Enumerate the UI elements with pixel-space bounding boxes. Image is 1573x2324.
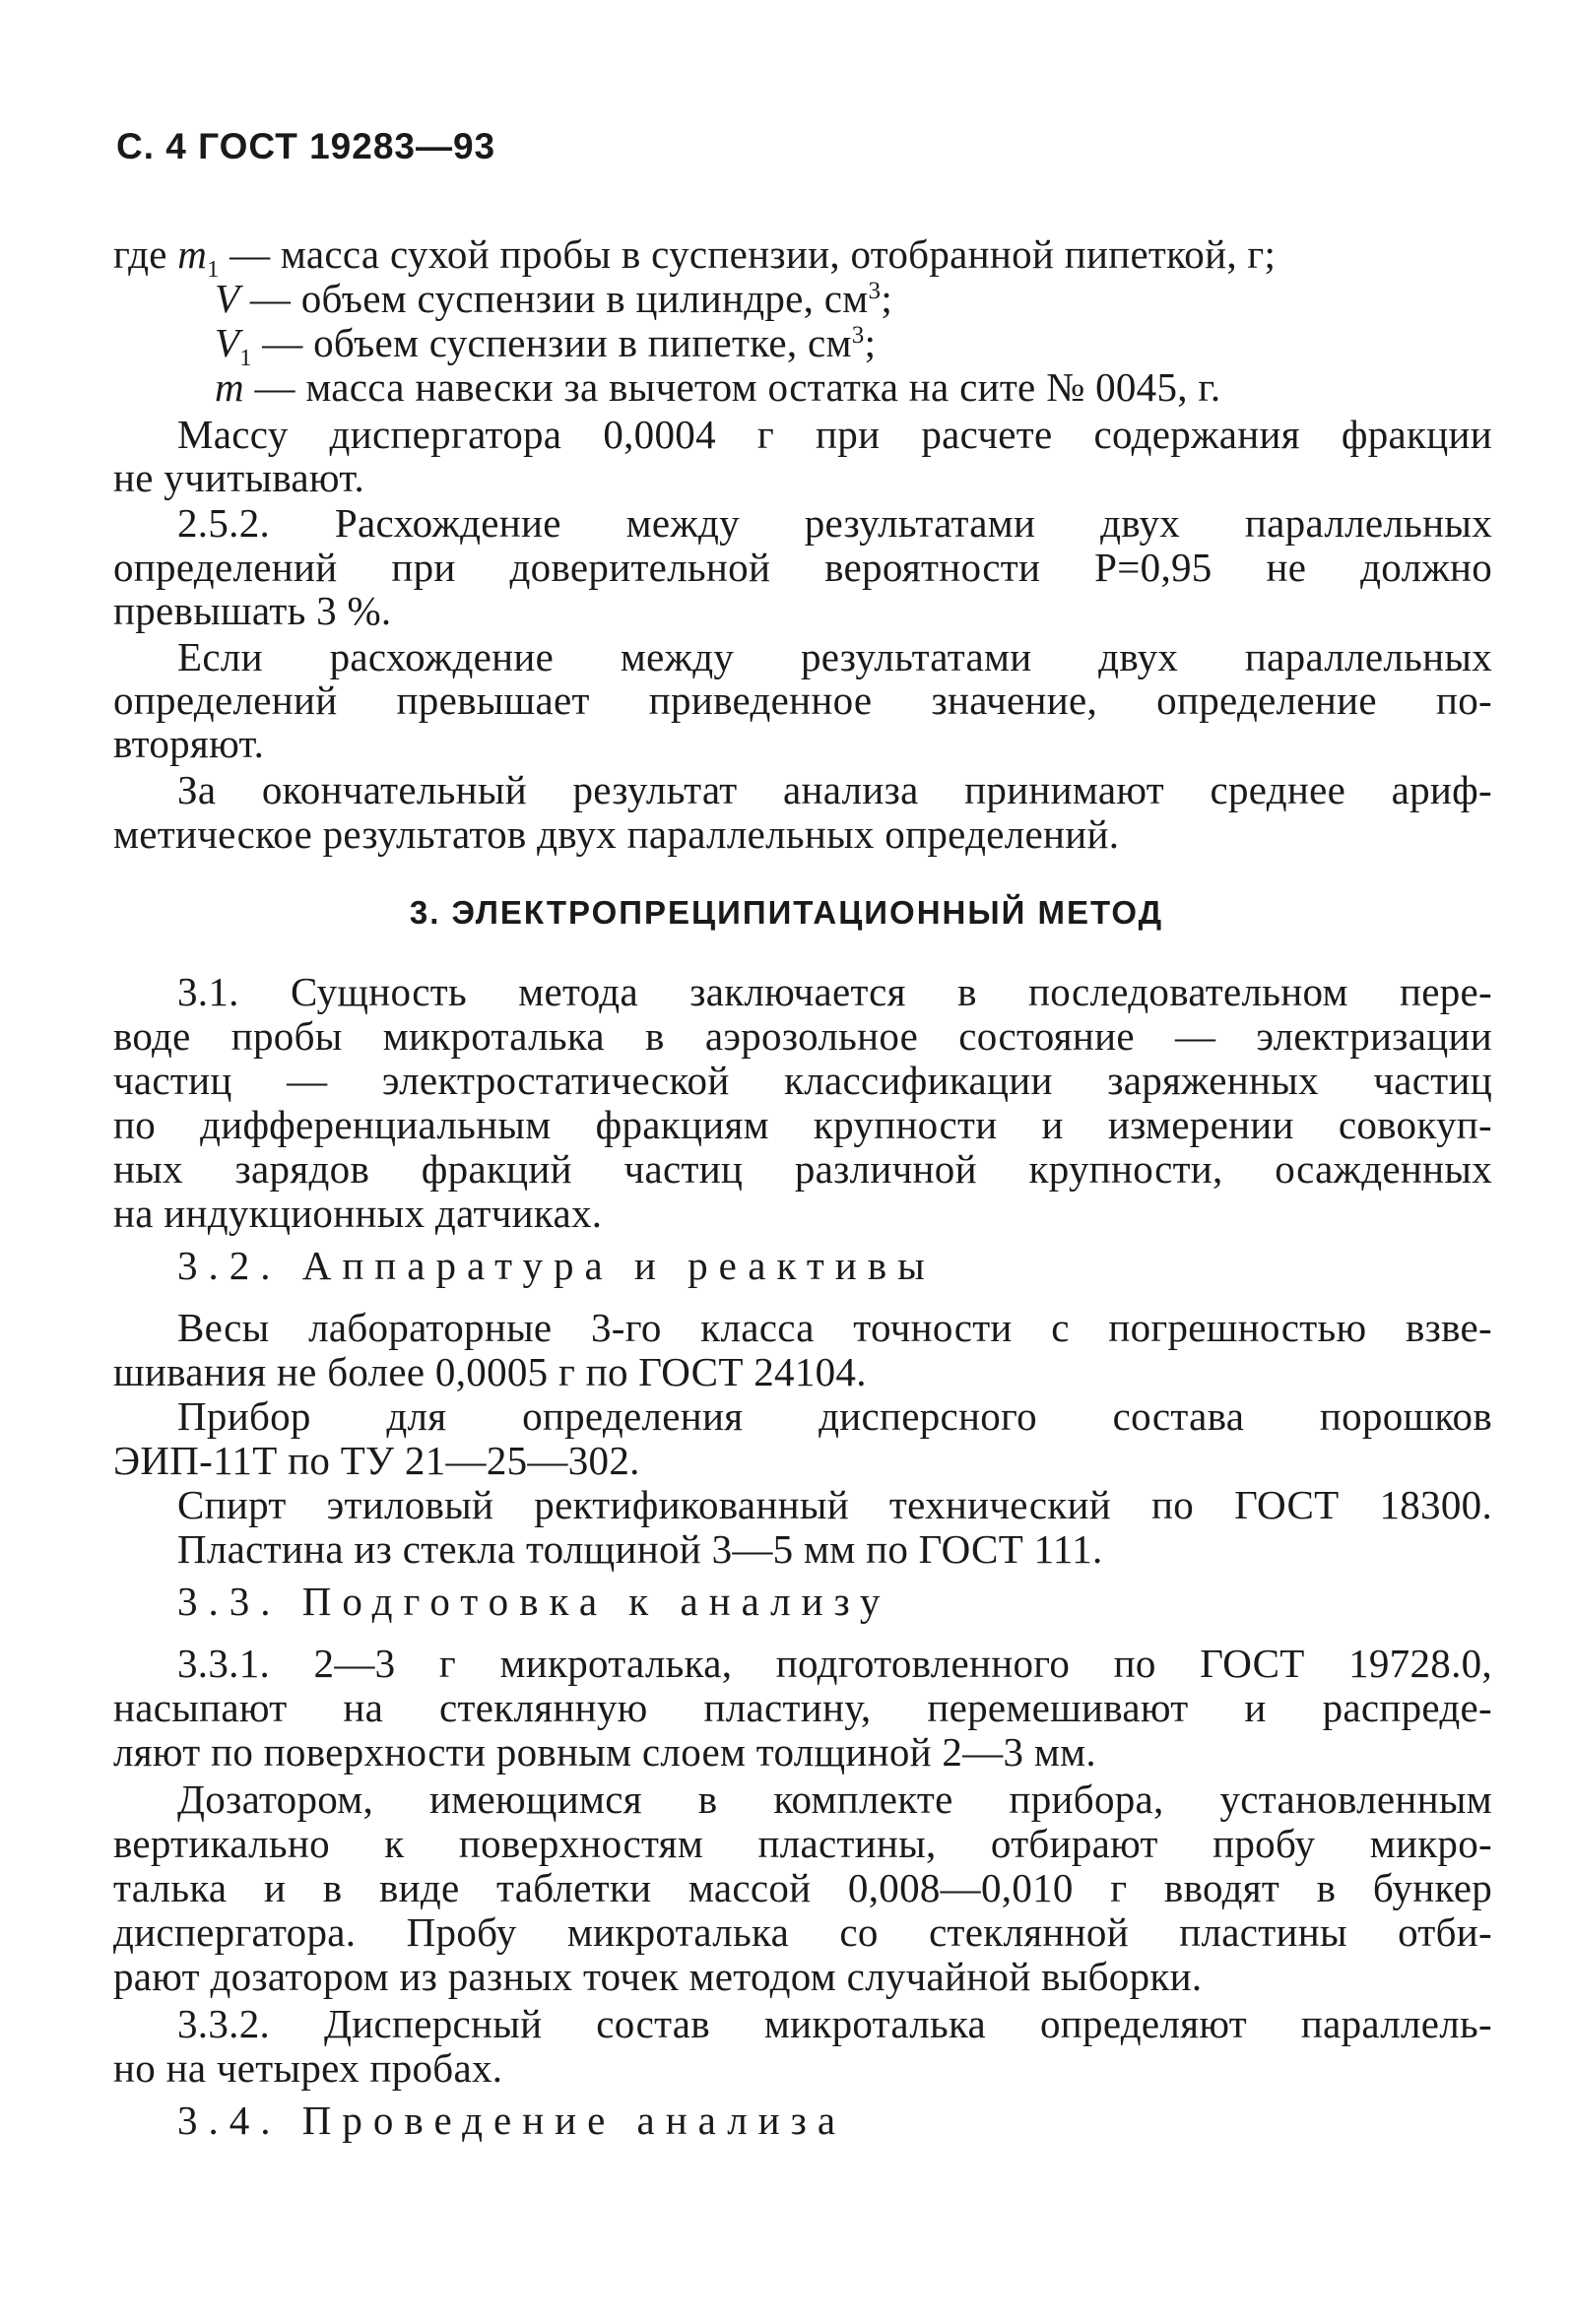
section-heading: 3. ЭЛЕКТРОПРЕЦИПИТАЦИОННЫЙ МЕТОД bbox=[409, 894, 1164, 931]
text-line: 3.3.2. Дисперсный состав микроталька определяют параллель- bbox=[177, 2001, 1492, 2046]
var-m: m bbox=[215, 364, 244, 410]
subsection-title: 3.4. Проведение анализа bbox=[177, 2098, 847, 2143]
legend-line-m bbox=[215, 365, 1573, 410]
text-line: Массу диспергатора 0,0004 г при расчете содержания фракции bbox=[177, 412, 1492, 457]
text-line: вертикально к поверхностям пластины, отбирают пробу микро- bbox=[113, 1821, 1492, 1866]
subsection-title: 3.3. Подготовка к анализу bbox=[177, 1579, 891, 1624]
text-line: талька и в виде таблетки массой 0,008—0,010 г вводят в бункер bbox=[113, 1865, 1492, 1910]
text-line: Дозатором, имеющимся в комплекте прибора, установленным bbox=[177, 1776, 1492, 1822]
text-line: ляют по поверхности ровным слоем толщиной 2—3 мм. bbox=[113, 1729, 1096, 1775]
text-line: Прибор для определения дисперсного состава порошков bbox=[177, 1393, 1492, 1439]
text-line: За окончательный результат анализа принимают среднее ариф- bbox=[177, 767, 1492, 812]
legend-where: где bbox=[113, 231, 178, 277]
text-line: насыпают на стеклянную пластину, перемешивают и распреде- bbox=[113, 1685, 1492, 1730]
text-line: Если расхождение между результатами двух параллельных bbox=[177, 634, 1492, 679]
text-line: 2.5.2. Расхождение между результатами двух параллельных bbox=[177, 500, 1492, 546]
legend-text: — объем суспензии в пипетке, см bbox=[251, 320, 852, 365]
subscript: 1 bbox=[207, 257, 220, 284]
text-line: Спирт этиловый ректификованный технический по ГОСТ 18300. bbox=[177, 1482, 1492, 1527]
text-line: Пластина из стекла толщиной 3—5 мм по ГОСТ 111. bbox=[177, 1526, 1103, 1572]
text-line: ных зарядов фракций частиц различной крупности, осажденных bbox=[113, 1146, 1492, 1192]
text-line: по дифференциальным фракциям крупности и измерении совокуп- bbox=[113, 1102, 1492, 1147]
subscript: 1 bbox=[239, 346, 252, 372]
legend-text: — объем суспензии в цилиндре, см bbox=[239, 276, 869, 321]
text-line: но на четырех пробах. bbox=[113, 2045, 503, 2091]
text-line: не учитывают. bbox=[113, 455, 365, 500]
var-v1: V bbox=[215, 320, 240, 365]
var-v: V bbox=[215, 276, 240, 321]
text-line: вторяют. bbox=[113, 721, 265, 766]
legend-text: — масса сухой пробы в суспензии, отобранной пипеткой, г; bbox=[219, 231, 1277, 277]
legend-line-v bbox=[215, 277, 1573, 321]
text-line: на индукционных датчиках. bbox=[113, 1191, 603, 1236]
text-line: рают дозатором из разных точек методом случайной выборки. bbox=[113, 1954, 1203, 1999]
text-line: ЭИП-11Т по ТУ 21—25—302. bbox=[113, 1438, 640, 1483]
legend-end: ; bbox=[864, 320, 877, 365]
text-line: определений при доверительной вероятности P=0,95 не должно bbox=[113, 545, 1492, 590]
legend-end: ; bbox=[881, 276, 893, 321]
text-line: метическое результатов двух параллельных определений. bbox=[113, 811, 1120, 857]
text-line: воде пробы микроталька в аэрозольное состояние — электризации bbox=[113, 1013, 1492, 1059]
subsection-title: 3.2. Аппаратура и реактивы bbox=[177, 1243, 936, 1288]
page-header: С. 4 ГОСТ 19283—93 bbox=[116, 126, 496, 166]
text-line: Весы лабораторные 3-го класса точности с погрешностью взве- bbox=[177, 1305, 1492, 1350]
text-line: 3.3.1. 2—3 г микроталька, подготовленного по ГОСТ 19728.0, bbox=[177, 1641, 1492, 1686]
text-line: диспергатора. Пробу микроталька со стеклянной пластины отби- bbox=[113, 1909, 1492, 1955]
text-line: превышать 3 %. bbox=[113, 588, 392, 633]
text-line: 3.1. Сущность метода заключается в последовательном пере- bbox=[177, 969, 1492, 1014]
legend-text: — масса навески за вычетом остатка на сите № 0045, г. bbox=[243, 364, 1221, 410]
text-line: определений превышает приведенное значение, определение по- bbox=[113, 678, 1492, 723]
text-line: шивания не более 0,0005 г по ГОСТ 24104. bbox=[113, 1349, 867, 1394]
var-m: m bbox=[177, 231, 208, 277]
superscript: 3 bbox=[868, 278, 882, 304]
superscript: 3 bbox=[851, 322, 865, 349]
text-line: частиц — электростатической классификации заряженных частиц bbox=[113, 1058, 1492, 1103]
